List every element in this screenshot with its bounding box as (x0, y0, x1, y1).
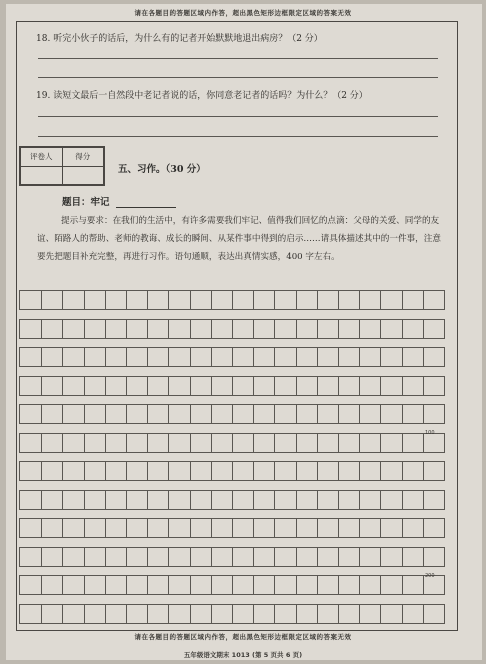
page-footer: 五年级语文期末 1013 (第 5 页共 6 页) (183, 651, 303, 659)
grid-cell-divider (296, 291, 297, 309)
question-text: 听完小伙子的话后，为什么有的记者开始默默地退出病房？（2 分） (53, 34, 323, 44)
grid-cell-divider (380, 491, 381, 509)
section-title: 五、习作。（30 分） (118, 164, 206, 175)
grid-cell-divider (317, 348, 318, 366)
grid-cell-divider (338, 462, 339, 480)
grid-cell-divider (232, 320, 233, 338)
grid-cell-divider (380, 605, 381, 623)
grid-cell-divider (84, 548, 85, 566)
grid-cell-divider (105, 576, 106, 594)
grid-cell-divider (126, 548, 127, 566)
grid-cell-divider (190, 491, 191, 509)
grid-cell-divider (190, 405, 191, 423)
grid-cell-divider (338, 291, 339, 309)
grid-cell-divider (423, 434, 424, 452)
grid-cell-divider (147, 576, 148, 594)
grid-cell-divider (296, 377, 297, 395)
grid-cell-divider (359, 405, 360, 423)
grid-cell-divider (126, 576, 127, 594)
grid-cell-divider (232, 348, 233, 366)
grid-cell-divider (359, 491, 360, 509)
grid-cell-divider (84, 434, 85, 452)
grid-cell-divider (380, 377, 381, 395)
grid-cell-divider (402, 576, 403, 594)
grid-cell-divider (168, 405, 169, 423)
grid-cell-divider (84, 605, 85, 623)
answer-line[interactable] (38, 77, 438, 78)
grid-cell-divider (168, 576, 169, 594)
grid-row[interactable] (19, 575, 445, 595)
grid-cell-divider (296, 320, 297, 338)
grid-cell-divider (359, 462, 360, 480)
grid-cell-divider (253, 291, 254, 309)
grid-cell-divider (62, 576, 63, 594)
grid-cell-divider (423, 548, 424, 566)
grid-cell-divider (62, 519, 63, 537)
grid-cell-divider (253, 519, 254, 537)
grid-cell-divider (41, 348, 42, 366)
grid-cell-divider (317, 605, 318, 623)
grid-cell-divider (62, 377, 63, 395)
grid-cell-divider (296, 348, 297, 366)
grid-cell-divider (126, 377, 127, 395)
grid-cell-divider (147, 377, 148, 395)
grid-cell-divider (232, 291, 233, 309)
answer-line[interactable] (38, 136, 438, 137)
grid-cell-divider (84, 291, 85, 309)
grid-cell-divider (380, 348, 381, 366)
grid-cell-divider (253, 462, 254, 480)
grid-cell-divider (317, 576, 318, 594)
grid-cell-divider (423, 377, 424, 395)
grid-cell-divider (380, 576, 381, 594)
grid-cell-divider (62, 548, 63, 566)
grid-cell-divider (380, 548, 381, 566)
grid-cell-divider (105, 405, 106, 423)
grid-cell-divider (274, 576, 275, 594)
grid-cell-divider (126, 605, 127, 623)
grid-cell-divider (190, 348, 191, 366)
grid-cell-divider (147, 320, 148, 338)
grid-cell-divider (168, 348, 169, 366)
grid-cell-divider (274, 377, 275, 395)
grid-cell-divider (423, 291, 424, 309)
grid-cell-divider (338, 320, 339, 338)
grid-cell-divider (402, 491, 403, 509)
grid-row[interactable] (19, 547, 445, 567)
grid-cell-divider (232, 377, 233, 395)
grid-row[interactable] (19, 319, 445, 339)
grid-cell-divider (359, 434, 360, 452)
grid-cell-divider (338, 519, 339, 537)
grid-cell-divider (41, 291, 42, 309)
grid-cell-divider (338, 605, 339, 623)
grid-row[interactable] (19, 490, 445, 510)
grid-cell-divider (296, 405, 297, 423)
grid-cell-divider (338, 434, 339, 452)
grid-cell-divider (147, 405, 148, 423)
grid-cell-divider (402, 434, 403, 452)
grid-cell-divider (126, 491, 127, 509)
word-count-mark-100: 100 (425, 430, 435, 436)
grid-row[interactable] (19, 376, 445, 396)
grid-cell-divider (359, 519, 360, 537)
grid-cell-divider (211, 462, 212, 480)
grid-cell-divider (317, 519, 318, 537)
grid-cell-divider (211, 320, 212, 338)
grid-row[interactable] (19, 604, 445, 624)
grid-cell-divider (380, 320, 381, 338)
footer-note: 请在各题目的答题区域内作答，超出黑色矩形边框限定区域的答案无效 (134, 633, 352, 641)
grid-cell-divider (317, 377, 318, 395)
grid-cell-divider (190, 462, 191, 480)
grid-cell-divider (296, 605, 297, 623)
grid-cell-divider (317, 548, 318, 566)
grid-cell-divider (147, 605, 148, 623)
grid-cell-divider (317, 434, 318, 452)
grid-cell-divider (232, 519, 233, 537)
grid-cell-divider (126, 348, 127, 366)
grid-cell-divider (41, 576, 42, 594)
grid-cell-divider (126, 519, 127, 537)
question-19 (36, 88, 368, 101)
grid-cell-divider (338, 405, 339, 423)
grid-cell-divider (105, 519, 106, 537)
grid-cell-divider (402, 548, 403, 566)
grid-cell-divider (126, 462, 127, 480)
grid-cell-divider (84, 320, 85, 338)
grid-cell-divider (84, 377, 85, 395)
score-cell[interactable] (62, 166, 104, 185)
grid-cell-divider (84, 576, 85, 594)
grader-cell[interactable] (21, 166, 63, 185)
grid-cell-divider (402, 291, 403, 309)
grid-cell-divider (105, 291, 106, 309)
grid-cell-divider (274, 320, 275, 338)
grid-cell-divider (253, 576, 254, 594)
grid-cell-divider (359, 377, 360, 395)
grid-cell-divider (338, 491, 339, 509)
grid-cell-divider (423, 576, 424, 594)
grid-cell-divider (253, 348, 254, 366)
grid-cell-divider (232, 576, 233, 594)
grid-cell-divider (296, 462, 297, 480)
grid-cell-divider (190, 548, 191, 566)
grid-cell-divider (402, 377, 403, 395)
grid-cell-divider (168, 291, 169, 309)
grid-cell-divider (338, 576, 339, 594)
essay-title-blank[interactable] (116, 197, 176, 208)
grid-cell-divider (190, 519, 191, 537)
grid-cell-divider (274, 519, 275, 537)
grid-row[interactable] (19, 433, 445, 453)
grid-cell-divider (296, 548, 297, 566)
grid-cell-divider (84, 405, 85, 423)
question-number: 18. (36, 34, 51, 44)
grid-cell-divider (338, 377, 339, 395)
grid-cell-divider (84, 348, 85, 366)
grid-cell-divider (105, 377, 106, 395)
grid-cell-divider (41, 405, 42, 423)
grid-cell-divider (253, 320, 254, 338)
grid-cell-divider (423, 462, 424, 480)
grid-cell-divider (168, 491, 169, 509)
grid-cell-divider (232, 434, 233, 452)
grid-cell-divider (105, 548, 106, 566)
grid-cell-divider (168, 605, 169, 623)
grid-cell-divider (359, 605, 360, 623)
grid-cell-divider (380, 519, 381, 537)
grid-cell-divider (211, 576, 212, 594)
grid-cell-divider (317, 491, 318, 509)
grid-cell-divider (190, 291, 191, 309)
grid-cell-divider (62, 462, 63, 480)
grid-cell-divider (147, 291, 148, 309)
grid-cell-divider (84, 462, 85, 480)
grid-cell-divider (253, 548, 254, 566)
grid-cell-divider (211, 491, 212, 509)
grid-cell-divider (41, 605, 42, 623)
grid-cell-divider (274, 548, 275, 566)
grid-cell-divider (211, 605, 212, 623)
grid-cell-divider (274, 291, 275, 309)
grid-cell-divider (41, 519, 42, 537)
grid-row[interactable] (19, 518, 445, 538)
grid-cell-divider (402, 462, 403, 480)
grid-cell-divider (359, 348, 360, 366)
grid-cell-divider (253, 491, 254, 509)
grid-cell-divider (296, 519, 297, 537)
grid-cell-divider (41, 320, 42, 338)
grid-cell-divider (253, 377, 254, 395)
question-number: 19. (36, 91, 51, 101)
grid-cell-divider (190, 320, 191, 338)
grid-cell-divider (84, 519, 85, 537)
grid-cell-divider (423, 605, 424, 623)
answer-line[interactable] (38, 116, 438, 117)
grid-cell-divider (41, 462, 42, 480)
grid-cell-divider (62, 291, 63, 309)
grid-cell-divider (126, 291, 127, 309)
grid-cell-divider (274, 434, 275, 452)
grid-cell-divider (147, 491, 148, 509)
grid-cell-divider (359, 576, 360, 594)
grid-cell-divider (253, 405, 254, 423)
grid-cell-divider (402, 519, 403, 537)
grid-cell-divider (232, 605, 233, 623)
grid-cell-divider (253, 434, 254, 452)
grid-cell-divider (380, 462, 381, 480)
grid-cell-divider (402, 348, 403, 366)
grid-cell-divider (168, 377, 169, 395)
grid-cell-divider (402, 405, 403, 423)
grid-cell-divider (105, 348, 106, 366)
question-18 (36, 31, 323, 44)
grid-cell-divider (232, 462, 233, 480)
header-note: 请在各题目的答题区域内作答，超出黑色矩形边框限定区域的答案无效 (134, 9, 352, 17)
grid-cell-divider (380, 434, 381, 452)
grid-cell-divider (211, 291, 212, 309)
grid-cell-divider (274, 491, 275, 509)
grid-cell-divider (359, 548, 360, 566)
grid-cell-divider (105, 605, 106, 623)
grid-cell-divider (402, 320, 403, 338)
grid-row[interactable] (19, 404, 445, 424)
grid-cell-divider (317, 462, 318, 480)
grid-cell-divider (211, 377, 212, 395)
grid-cell-divider (232, 548, 233, 566)
grid-cell-divider (211, 519, 212, 537)
grid-cell-divider (62, 348, 63, 366)
grid-cell-divider (41, 377, 42, 395)
grid-cell-divider (338, 548, 339, 566)
grid-cell-divider (423, 348, 424, 366)
grid-cell-divider (190, 377, 191, 395)
grid-cell-divider (126, 434, 127, 452)
grid-cell-divider (317, 405, 318, 423)
grid-cell-divider (168, 462, 169, 480)
grid-cell-divider (62, 605, 63, 623)
grid-cell-divider (168, 548, 169, 566)
grid-cell-divider (211, 405, 212, 423)
grid-cell-divider (296, 576, 297, 594)
grid-cell-divider (62, 491, 63, 509)
grid-cell-divider (296, 434, 297, 452)
grid-cell-divider (274, 348, 275, 366)
grid-cell-divider (402, 605, 403, 623)
grid-cell-divider (105, 320, 106, 338)
essay-title-label: 题目：牢记 (62, 197, 110, 208)
grid-cell-divider (147, 434, 148, 452)
grid-row[interactable] (19, 347, 445, 367)
grid-cell-divider (359, 320, 360, 338)
grid-cell-divider (105, 462, 106, 480)
grid-cell-divider (41, 548, 42, 566)
grid-cell-divider (168, 434, 169, 452)
grid-cell-divider (62, 320, 63, 338)
grid-cell-divider (380, 291, 381, 309)
grid-cell-divider (380, 405, 381, 423)
essay-prompt: 提示与要求：在我们的生活中，有许多需要我们牢记、值得我们回忆的点滴：父母的关爱、同学的友谊、陌路人的帮助、老师的教诲、成长的瞬间、从某件事中得到的启示……请具体描述其中的一件事，注意要先把题目补充完整，再进行习作。语句通顺，表达出真情实感，400 字左右。 (37, 216, 441, 262)
grid-cell-divider (126, 320, 127, 338)
word-count-mark-200: 200 (425, 573, 435, 579)
grid-cell-divider (211, 348, 212, 366)
grid-cell-divider (423, 491, 424, 509)
grid-cell-divider (126, 405, 127, 423)
grid-cell-divider (317, 320, 318, 338)
grid-cell-divider (211, 434, 212, 452)
grid-cell-divider (84, 491, 85, 509)
grid-cell-divider (274, 462, 275, 480)
grid-cell-divider (359, 291, 360, 309)
grid-cell-divider (274, 605, 275, 623)
grid-cell-divider (338, 348, 339, 366)
grid-cell-divider (423, 320, 424, 338)
grid-cell-divider (147, 348, 148, 366)
grid-cell-divider (232, 491, 233, 509)
grid-cell-divider (168, 519, 169, 537)
grader-label: 评卷人 (21, 148, 63, 167)
grid-cell-divider (190, 434, 191, 452)
score-label: 得分 (62, 148, 104, 167)
grid-cell-divider (190, 605, 191, 623)
grid-cell-divider (423, 405, 424, 423)
grid-cell-divider (317, 291, 318, 309)
grid-cell-divider (105, 434, 106, 452)
grid-cell-divider (62, 405, 63, 423)
grid-cell-divider (232, 405, 233, 423)
grid-cell-divider (168, 320, 169, 338)
grid-cell-divider (423, 519, 424, 537)
grid-cell-divider (190, 576, 191, 594)
grid-cell-divider (41, 491, 42, 509)
score-box (19, 146, 105, 186)
grid-cell-divider (296, 491, 297, 509)
essay-title-line (62, 194, 176, 208)
grid-cell-divider (211, 548, 212, 566)
grid-cell-divider (147, 462, 148, 480)
grid-cell-divider (105, 491, 106, 509)
grid-row[interactable] (19, 290, 445, 310)
grid-cell-divider (41, 434, 42, 452)
answer-line[interactable] (38, 58, 438, 59)
grid-cell-divider (147, 519, 148, 537)
question-text: 读短文最后一自然段中老记者说的话，你同意老记者的话吗？为什么？（2 分） (53, 91, 368, 101)
grid-row[interactable] (19, 461, 445, 481)
grid-cell-divider (62, 434, 63, 452)
grid-cell-divider (147, 548, 148, 566)
grid-cell-divider (274, 405, 275, 423)
grid-cell-divider (253, 605, 254, 623)
